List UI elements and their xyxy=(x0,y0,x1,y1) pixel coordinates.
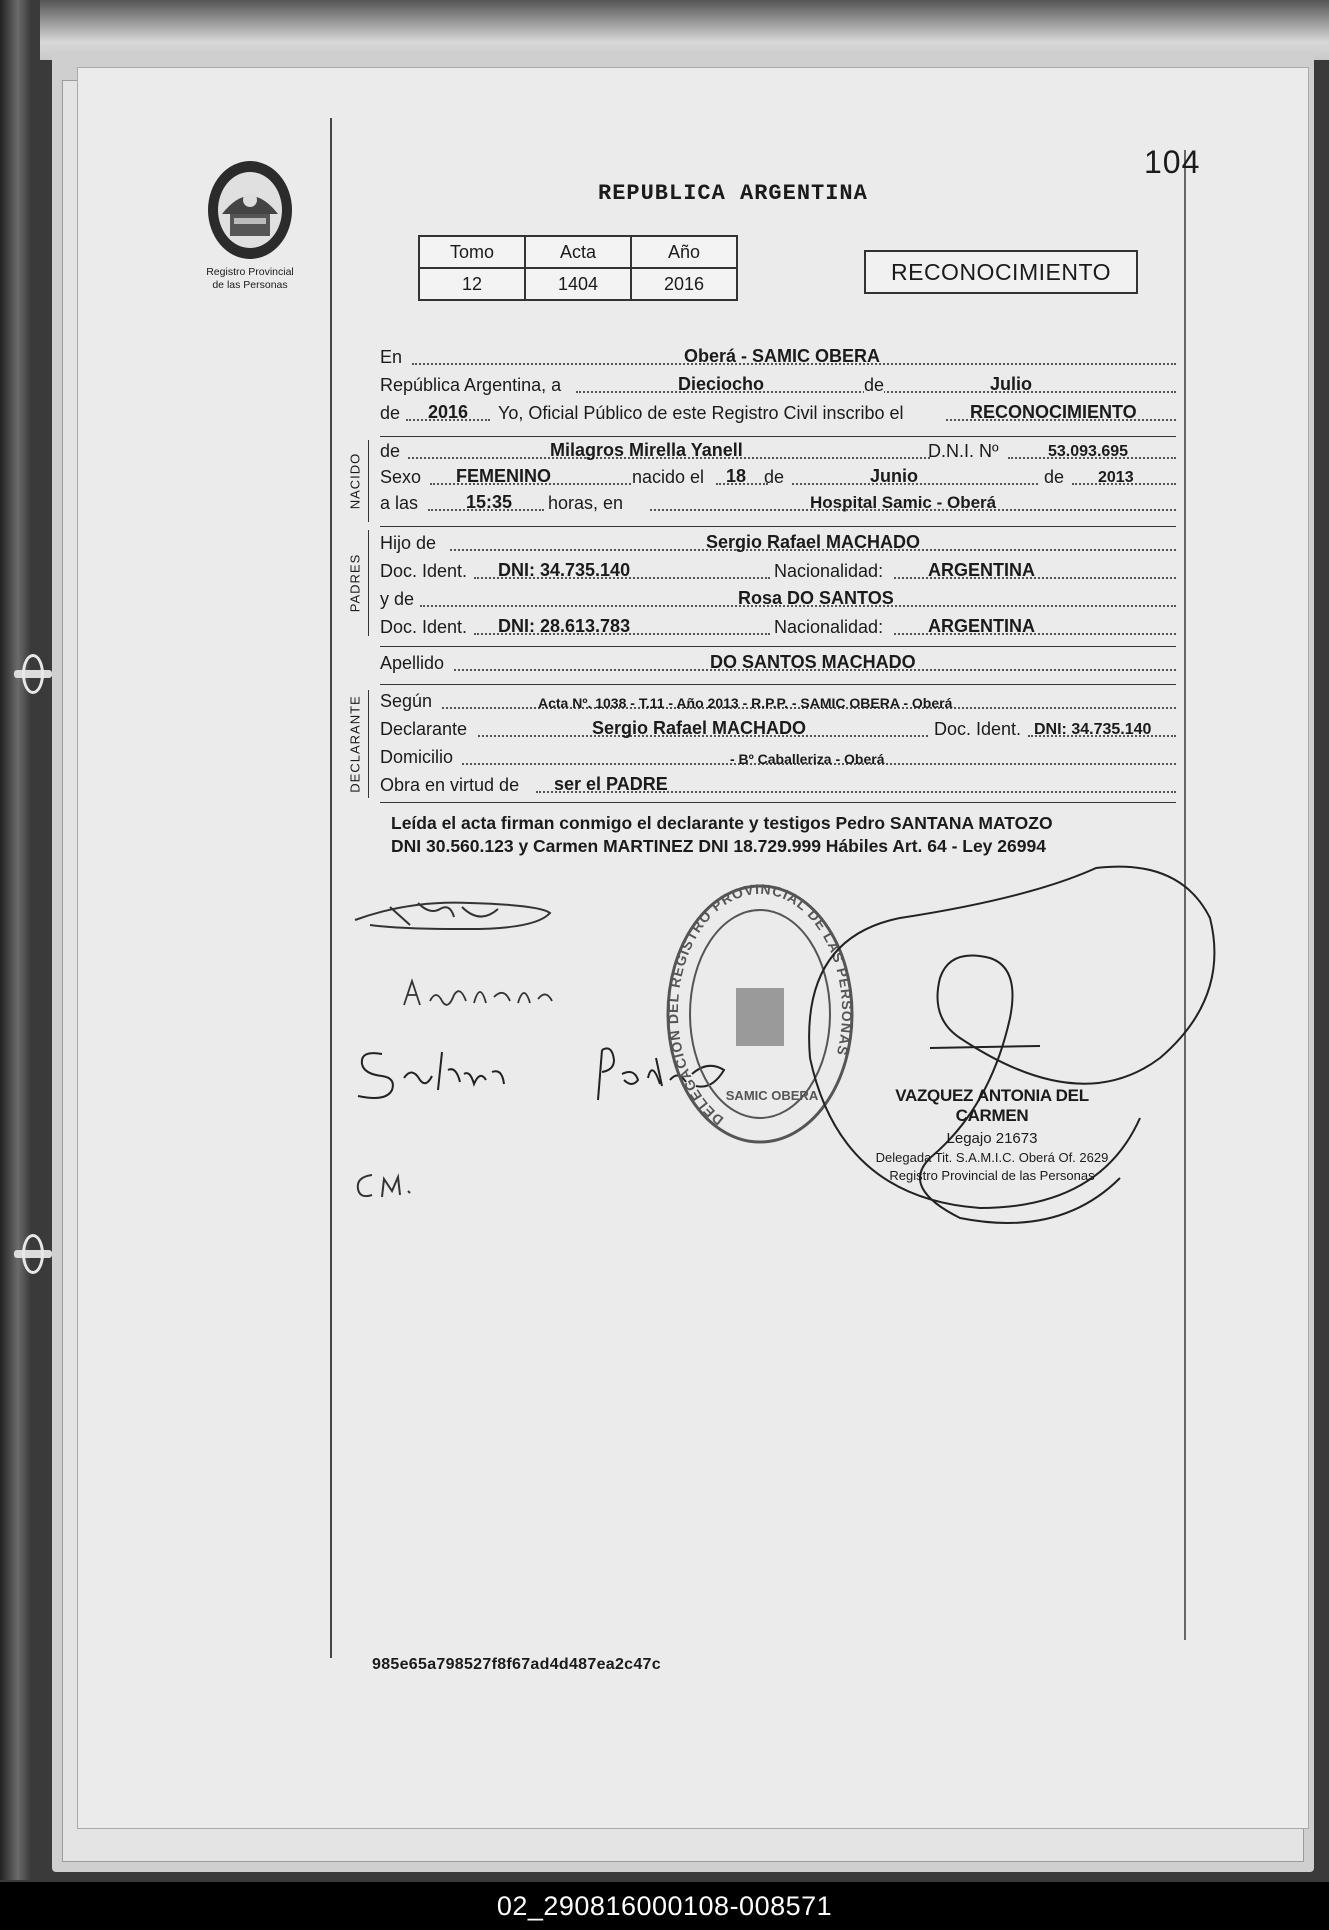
month-value: Julio xyxy=(990,374,1033,394)
mother-doc-line xyxy=(380,616,1176,638)
register-header-anio: Año xyxy=(631,236,737,268)
registry-logo xyxy=(190,158,310,292)
act-type-box: RECONOCIMIENTO xyxy=(864,250,1138,294)
mother-nationality: ARGENTINA xyxy=(928,616,1035,636)
father-doc: DNI: 34.735.140 xyxy=(498,560,631,580)
binder-ring xyxy=(14,650,52,698)
closing-line2: DNI 30.560.123 y Carmen MARTINEZ DNI 18.729.999 Hábiles Art. 64 - Ley 26994 xyxy=(391,836,1046,856)
domicilio-line xyxy=(380,746,1176,768)
declarante-line xyxy=(380,718,1176,740)
obra-value: ser el PADRE xyxy=(554,774,668,794)
declarant-signature xyxy=(350,885,560,945)
official-block xyxy=(862,1086,1122,1183)
page-number: 104 xyxy=(1144,144,1201,180)
apellido-label: Apellido xyxy=(380,653,445,673)
declarante-doc: DNI: 34.735.140 xyxy=(1034,721,1152,738)
binder-ring xyxy=(14,1230,52,1278)
register-header-acta: Acta xyxy=(525,236,631,268)
section-rule xyxy=(380,436,1176,437)
closing-line1: Leída el acta firman conmigo el declarante y testigos Pedro SANTANA MATOZO xyxy=(391,813,1053,833)
father-doc-line xyxy=(380,560,1176,582)
de-label: de xyxy=(764,467,785,487)
aclaracion-handwriting xyxy=(400,975,560,1015)
register-header-tomo: Tomo xyxy=(419,236,525,268)
svg-text:SAMIC OBERA: SAMIC OBERA xyxy=(725,1088,819,1103)
segun-line xyxy=(380,690,1176,712)
domicilio-value: - Bº Caballeriza - Oberá xyxy=(730,751,885,767)
register-value-row xyxy=(419,268,737,300)
inscribed-value: RECONOCIMIENTO xyxy=(970,402,1137,422)
register-acta: 1404 xyxy=(525,268,631,300)
obra-label: Obra en virtud de xyxy=(380,775,520,795)
padres-side-label: PADRES xyxy=(347,553,363,613)
de-label: de xyxy=(380,441,401,461)
side-bar xyxy=(368,440,369,522)
register-header-row xyxy=(419,236,737,268)
section-rule xyxy=(380,646,1176,647)
declarante-name: Sergio Rafael MACHADO xyxy=(592,718,807,738)
closing-statement xyxy=(391,812,1053,858)
doc-label: Doc. Ident. xyxy=(934,719,1022,739)
nacido-time-line xyxy=(380,492,1176,514)
day-value: Dieciocho xyxy=(678,374,765,394)
section-rule xyxy=(380,684,1176,685)
nacionalidad-label: Nacionalidad: xyxy=(774,561,884,581)
coat-of-arms-icon xyxy=(204,158,296,262)
yde-label: y de xyxy=(380,589,415,609)
de-label: de xyxy=(380,403,401,423)
birth-time: 15:35 xyxy=(466,492,513,512)
nacido-label: nacido el xyxy=(632,467,705,487)
father-nationality: ARGENTINA xyxy=(928,560,1035,580)
sexo-label: Sexo xyxy=(380,467,422,487)
mother-name: Rosa DO SANTOS xyxy=(738,588,894,608)
birth-year: 2013 xyxy=(1098,469,1134,486)
register-tomo: 12 xyxy=(419,268,525,300)
nacionalidad-label: Nacionalidad: xyxy=(774,617,884,637)
hijo-label: Hijo de xyxy=(380,533,437,553)
section-rule xyxy=(380,526,1176,527)
register-table xyxy=(418,235,738,301)
logo-caption-line2: de las Personas xyxy=(212,279,288,291)
child-dni: 53.093.695 xyxy=(1048,443,1129,460)
official-delegada: Delegada Tit. S.A.M.I.C. Oberá Of. 2629 xyxy=(875,1150,1109,1165)
intro-place-line xyxy=(380,346,1176,368)
page-top-strip xyxy=(40,0,1329,60)
side-bar xyxy=(368,530,369,636)
surname-value: DO SANTOS MACHADO xyxy=(710,652,916,672)
nacido-birth-line xyxy=(380,466,1176,488)
official-name: VAZQUEZ ANTONIA DEL CARMEN xyxy=(895,1086,1089,1125)
alas-label: a las xyxy=(380,493,419,513)
de-label: de xyxy=(1044,467,1065,487)
year-value: 2016 xyxy=(428,402,469,422)
nacido-name-line xyxy=(380,440,1176,462)
birth-place: Hospital Samic - Oberá xyxy=(810,493,997,512)
birth-month: Junio xyxy=(870,466,918,486)
en-label: En xyxy=(380,347,403,367)
domicilio-label: Domicilio xyxy=(380,747,454,767)
official-legajo: Legajo 21673 xyxy=(946,1130,1038,1147)
official-text: Yo, Oficial Público de este Registro Civil inscribo el xyxy=(498,403,904,423)
country-title: REPUBLICA ARGENTINA xyxy=(598,181,868,206)
section-rule xyxy=(380,802,1176,803)
segun-value: Acta Nº. 1038 - T.11 - Año 2013 - R.P.P. - SAMIC OBERA - Oberá xyxy=(538,695,953,711)
file-id-footer: 02_290816000108-008571 xyxy=(0,1882,1329,1930)
doc-label: Doc. Ident. xyxy=(380,561,468,581)
binder-ring-icon xyxy=(22,1234,44,1274)
doc-label: Doc. Ident. xyxy=(380,617,468,637)
segun-label: Según xyxy=(380,691,433,711)
father-line xyxy=(380,532,1176,554)
margin-line xyxy=(330,118,332,1658)
father-name: Sergio Rafael MACHADO xyxy=(706,532,921,552)
child-name: Milagros Mirella Yanell xyxy=(550,440,743,460)
side-bar xyxy=(368,690,369,798)
document-hash: 985e65a798527f8f67ad4d487ea2c47c xyxy=(372,1656,661,1673)
horas-label: horas, en xyxy=(548,493,624,513)
nacido-side-label: NACIDO xyxy=(347,452,363,510)
register-anio: 2016 xyxy=(631,268,737,300)
surname-line xyxy=(380,652,1176,674)
svg-text:DELEGACION DEL REGISTRO PROVIN: DELEGACION DEL REGISTRO PROVINCIAL DE LAS PERSONAS xyxy=(664,880,856,1129)
dni-label: D.N.I. Nº xyxy=(928,441,999,461)
intro-official-line xyxy=(380,402,1176,424)
place-value: Oberá - SAMIC OBERA xyxy=(684,346,881,366)
republica-label: República Argentina, a xyxy=(380,375,562,395)
declarante-side-label: DECLARANTE xyxy=(347,695,363,793)
obra-line xyxy=(380,774,1176,796)
logo-caption-line1: Registro Provincial xyxy=(206,266,294,278)
declarante-label: Declarante xyxy=(380,719,468,739)
official-registro: Registro Provincial de las Personas xyxy=(889,1168,1095,1183)
mother-line xyxy=(380,588,1176,610)
binder-edge xyxy=(0,0,30,1880)
intro-date-line xyxy=(380,374,1176,396)
birth-day: 18 xyxy=(726,466,747,486)
de-label: de xyxy=(864,375,885,395)
binder-ring-icon xyxy=(22,654,44,694)
witness-initials xyxy=(350,1165,420,1205)
mother-doc: DNI: 28.613.783 xyxy=(498,616,631,636)
sexo-value: FEMENINO xyxy=(456,466,552,486)
